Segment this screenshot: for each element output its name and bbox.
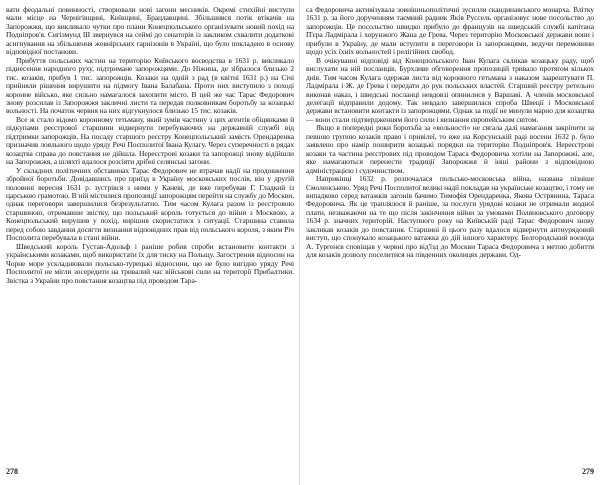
- left-page: [6, 6, 294, 476]
- page-number: 278: [6, 467, 18, 476]
- paragraph: вати феодальні повинності, створювали нові загони месників. Окремі стихійні виступи мали місце на Чернігівщині, Київщині, Брацлавщині. Збільшився потік втікачів на Запорожжя, що викликало чутки про плани Конецпольського організувати новий похід на Подніпров'я. Сигізмунд III звернувся на сеймі до сенаторів із закликом схвалити додаткові асигнування на збільшення жовнірських гарнізонів в Україні, що було покладено в основу відповідної постанови.: [6, 6, 294, 57]
- paragraph: Шведський король Густав-Адольф і раніше робив спроби встановити контакти з українськими козаками, щоб використати їх для тиску на Польщу. Загострення відносин на Чорне море ускладнювали польсько-турецькі відносини, що не було вигідно уряду Речі Посполитої не мігли зосередити на тривалий час військові сили на території Прибалтики. Звістка з України про повстання козацтва під проводом Тара-: [6, 241, 294, 285]
- right-page: [306, 6, 594, 476]
- paragraph: У складних політичних обставинах Тарас Федорович не втрачав надії на продовження збройної боротьби. Довідавшись про приїзд в Україну московських послів, він у другій половині вересня 1631 р. зустрівся з ними у Каневі, де вже перебував Г. Гладкий із царською грамотою. В ній містилися пропозиції запорожцям перейти на службу до Москви, однак переговори завершилися безрезультатно. Тим часом Кулага разом із реєстровою старшиною, отримавши звістку, що польський король готується до війни з Москвою, а Конецпольський вирушив у похід, вирішив скористатися з ситуації. Старшина ставила перед собою завдання досягти визнання відповідних прав від польського короля, з яким Річ Посполита перебувала в стані війни.: [6, 165, 294, 243]
- paragraph: са Федоровича активізувала зовнішньополітичні зусилля скандинавського монарха. Влітку 1631 р. за його дорученням таємний радник Яків Руссель організовує нове посольство до запорожців. Це посольство швидко прибуло до французів на шведській службі капітана П'єра Ладмірала і хорунжого Жана де Грева. Через територію Московської держави вони і прибули в Україну, де мали вступити в переговори із запорожцями, ведучи перемовини щодо усіх їхніх вольностей і релігійних свобод.: [306, 6, 594, 57]
- paragraph: Прибуття польських частин на територію Київського воєводства в 1631 р. викликало піднесення народного руху, підтримане запорожцями. До Ніжина, де зібралося близько 2 тис. козаків, прибув 1 тис. запорожців. Козаки на одній з рад (в квітні 1631 р.) на Січі прийняли рішення вирушити на підмогу Івана Балабана. Проти них виступило з поході коронне військо, яке сильно намагалося захопити місто. В цей же час Тарас Федорович знову розсилав із Запорожжя закличні листи та передав полковникам боротьбу за козацькі вольності. На початок червня на них відгукнулося близько 15 тис. козаків.: [6, 55, 294, 116]
- gutter-divider: [299, 0, 300, 485]
- paragraph: Наприкінці 1632 р. розпочалася польсько-московська війна, названа пізніше Смоленською. Уряд Речі Посполитої великі надії покладав на українське козацтво, і тому не випадково серед ватажків загонів бачимо Тимофія Орендаренка, Якова Острянина, Тараса Федоровича. Як це траплялося й раніше, за послуги урядові козаки не отримали жодної плати, незважаючи на те що після закінчення війни за умовами Поляновського договору 1634 р. значних територій. Наступного року на Київській раді Тарас Федорович знову закликав козаків до повстання. Старшині й цього разу вдалося відвернути антиурядовий виступ, що спонукало козацького ватажка до дій іншого характеру. Белгородський воєвода А. Тургенєв сповіщав у червні про від'їзд до Москви Тараса Федоровича з метою добиття для козаків дозволу поселитися на південних околицях держави. Од-: [306, 174, 594, 260]
- paragraph: В очікуванні відповіді від Конецпольського Іван Кулага скликав козацьку раду, щоб вислухати на ній посланців. Бурхливе обговорення пропозицій тривало протягом кількох днів. Тим часом Кулага одержав листа від коронного гетьмана з наказом заарештувати П. Ладмірала і Ж. де Грева і передати до рук польських властей. Старший реєстру ретельно виконав наказ, і шведські посланці невдовзі опинилися у Варшаві. А членів московської делегації відправили додому. Так невдало завершилася спроба Швеції і Московської держави встановити контакти із запорожцями. Однак за події не минули марно для козацтва — вони стали підтвердженням його сили і визнання європейським світом.: [306, 55, 594, 124]
- paragraph: Все ж стало відомо коронному гетьману, який зумів частину з цих агентів обіцянками й підкупами реєстрової старшини відвернути перебуваючих на державній службі від підтримки запорожців. На посаду старшого реєстру Конецпольський замість Орендаренка призначив лояльного щодо уряду Речі Посполитої Івана Кулагу. Через суперечності в рядах козацтва справа до повстання не дійшла. Нереєстрові козаки та запорожці знову відійшли на Запорожжя, а шляхті вдалося розсіяти дрібні селянські загони.: [6, 114, 294, 167]
- paragraph: Якщо в попередні роки боротьба за «вольності» не сягала далі намагання закріпити за певною групою козаків право і привілеї, то вже на Корсунській раді восени 1632 р. було заявлено про намір поширити козацькі порядки на територію Подніпров'я. Нереєстрові козаки та частина реєстрових під проводом Тараса Федоровича хотіли на Запорожжі, але, яке намагаються перенести традиції Запорожжя й інші райони з відповідною адміністрацією і судочинством.: [306, 123, 594, 175]
- page-number: 279: [582, 467, 594, 476]
